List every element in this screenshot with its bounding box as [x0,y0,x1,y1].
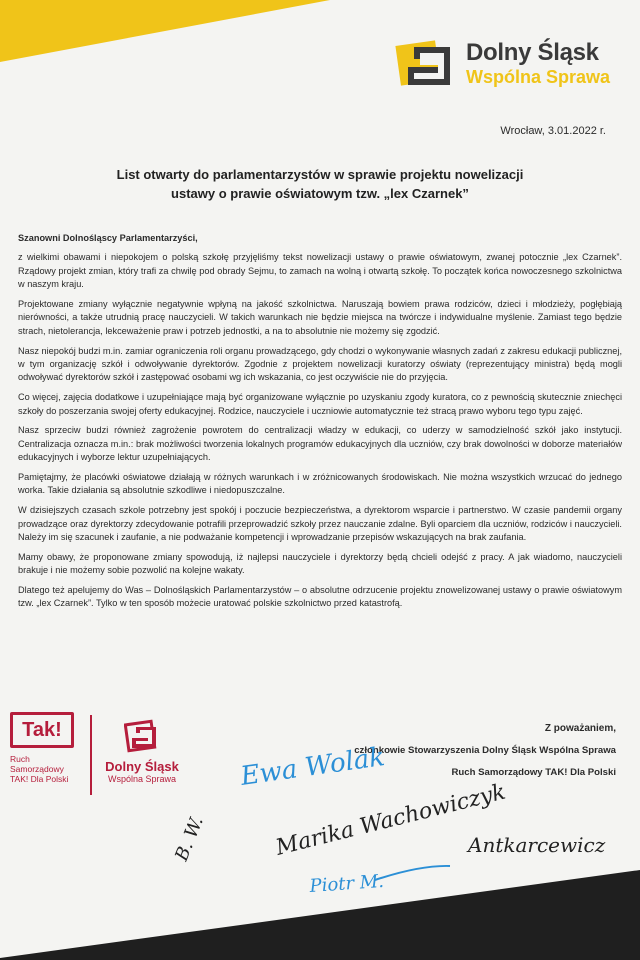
dolny-slask-logo-icon [394,33,456,95]
signature-piotr [308,866,450,897]
svg-text:Marika Wachowiczyk: Marika Wachowiczyk [273,779,509,861]
logo-name: Dolny Śląsk [465,39,599,66]
svg-text:Antkarcewicz: Antkarcewicz [468,833,606,857]
svg-text:Piotr M.: Piotr M. [308,870,385,897]
letter-date: Wrocław, 3.01.2022 r. [500,125,606,137]
footer-logo-tagline: Wspólna Sprawa [107,774,177,784]
logo-divider [90,715,92,795]
logo-tagline: Wspólna Sprawa [465,67,610,87]
paragraph: Pamiętajmy, że placówki oświatowe działają w różnych warunkach i w zróżnicowanych środowiskach. Nie można wszystkich wrzucać do jednego worka. Takie działania są absolutnie szkodliwe i niedopuszczalne. [18,472,622,496]
title-line-2: ustawy o prawie oświatowym tzw. „lex Czarnek” [171,186,469,201]
paragraph: z wielkimi obawami i niepokojem o polską szkołę przyjęliśmy tekst nowelizacji ustawy o prawie oświatowym, zwanej potocznie „lex Czarnek”. Rządowy projekt zmian, który trafi za chwilę pod obrady Sejmu, to zamach na wolną i otwartą szkołę. To początek końca nowoczesnego szkolnictwa w naszym kraju. [18,252,622,290]
svg-text:B. W.: B. W. [171,813,208,864]
svg-text:Ewa Wolak: Ewa Wolak [238,742,387,792]
letter-title [60,165,580,203]
signature-bw [171,814,208,865]
paragraph: W dzisiejszych czasach szkole potrzebny jest spokój i poczucie bezpieczeństwa, a dyrektorom wsparcie i partnerstwo. W czasie pandemii organy prowadzące oraz dyrektorzy zdecydowanie potrafili przeprowadzić szkoły przez nauczanie zdalne. Byli oparciem dla uczniów, rodziców i nauczycieli. Należy im się szacunek i zaufanie, a nie podważanie kompetencji i wprowadzanie przepisów wskazujących na brak zaufania. [18,505,622,543]
paragraph: Co więcej, zajęcia dodatkowe i uzupełniające mają być organizowane wyłącznie po uzyskaniu zgody kuratora, co z pewnością skutecznie zniechęci szkoły do poszerzania swojej oferty edukacyjnej. Rodzice, nauczyciele i uczniowie automatycznie też stracą prawo wyboru tego typu zajęć. [18,392,622,416]
paragraph: Mamy obawy, że proponowane zmiany spowodują, iż najlepsi nauczyciele i dyrektorzy będą chcieli odejść z pracy. A jak wiadomo, nauczycieli brakuje i nie możemy sobie pozwolić na kolejne wakaty. [18,551,622,576]
tak-logo [10,712,90,784]
closing-line-2: Ruch Samorządowy TAK! Dla Polski [451,767,616,778]
letter-body [18,232,622,617]
tak-caption: Ruch Samorządowy TAK! Dla Polski [10,754,69,784]
paragraph: Nasz niepokój budzi m.in. zamiar ograniczenia roli organu prowadzącego, gdy chodzi o wykonywanie własnych zadań z zakresu edukacji publicznej, w tym organizację szkół i odwoływanie dyrektorów. Zgodnie z projektem nowelizacji kuratorzy oświaty (reprezentujący ministra) będą mogli odwoływać dyrektorów szkół i zastępować osobami wg ich wskazania, co jest oczywiście nie do przyjęcia. [18,345,622,383]
closing-line-1: członkowie Stowarzyszenia Dolny Śląsk Wspólna Sprawa [354,745,616,756]
signatures [150,740,640,910]
header-logo [394,34,610,94]
paragraph: Dlatego też apelujemy do Was – Dolnośląskich Parlamentarzystów – o absolutne odrzucenie projektu znowelizowanej ustawy o prawie oświatowym tzw. „lex Czarnek”. Tylko w ten sposób możecie uratować polskie szkolnictwo przed katastrofą. [18,585,622,609]
paragraph: Nasz sprzeciw budzi również zagrożenie powrotem do centralizacji władzy w edukacji, co uderzy w samodzielność szkół jako instytucji. Centralizacja oznacza m.in.: brak możliwości tworzenia lokalnych programów edukacyjnych dla uczniów, czy brak dowolności w doborze materiałów edukacyjnych i wyborze lektur uzupełniających. [18,425,622,463]
closing-regards: Z poważaniem, [544,723,616,734]
footer-logo-name: Dolny Śląsk [105,759,179,774]
paragraph: Projektowane zmiany wyłącznie negatywnie wpłyną na jakość szkolnictwa. Naruszają bowiem prawa rodziców, dzieci i młodzieży, pogłębiają nierówności, a także utrudnią pracę nauczycieli. W takich warunkach nie będzie miejsca na twórcze i indywidualne myślenie. Zamiast tego będzie strach, nietolerancja, lekceważenie praw i potrzeb jednostki, a na to absolutnie nie możemy się zgodzić. [18,299,622,336]
tak-mark: Tak! [10,712,74,748]
salutation: Szanowni Dolnośląscy Parlamentarzyści, [18,233,198,243]
signature-antkarcewicz [466,833,606,857]
title-line-1: List otwarty do parlamentarzystów w sprawie projektu nowelizacji [116,167,524,182]
signature-ewa-wolak [238,742,387,792]
